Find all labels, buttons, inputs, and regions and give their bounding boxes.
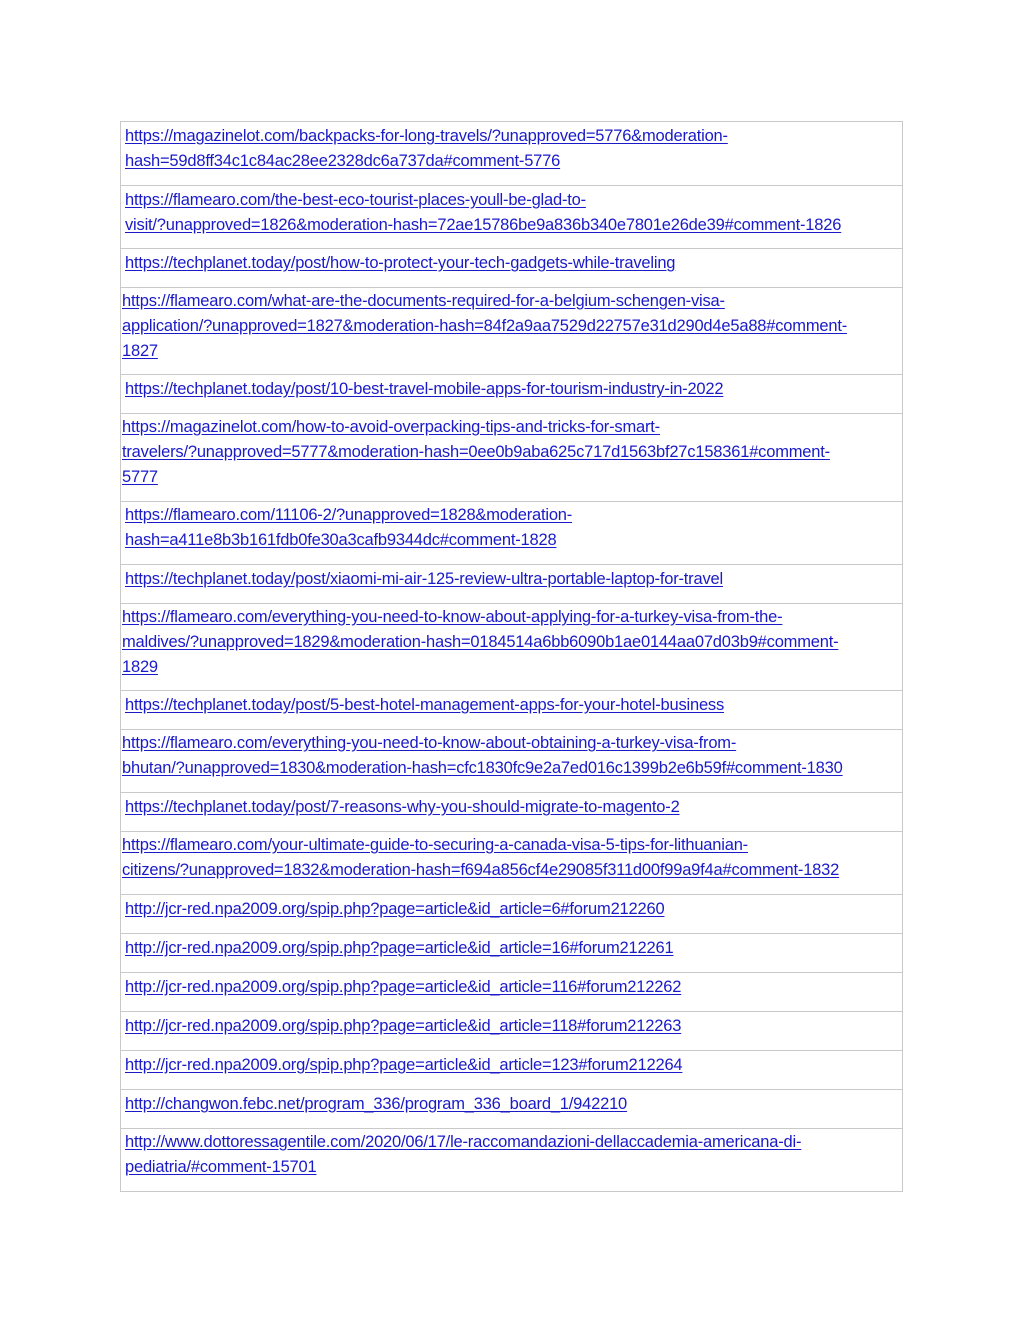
table-cell	[121, 375, 902, 402]
link[interactable]: http://jcr-red.npa2009.org/spip.php?page=article&id_article=118#forum212263	[125, 1017, 682, 1035]
table-cell	[121, 730, 902, 781]
table-cell	[121, 934, 902, 961]
table-cell	[121, 186, 902, 238]
link[interactable]: https://techplanet.today/post/7-reasons-why-you-should-migrate-to-magento-2	[125, 798, 680, 816]
table-row	[121, 933, 902, 972]
table-cell	[121, 1012, 902, 1039]
link[interactable]: https://flamearo.com/what-are-the-documents-required-for-a-belgium-schengen-visa- application/?unapproved=1827&moderation-hash=84f2a9aa7529d22757e31d290d4e5a88#comment- 1827	[122, 292, 847, 360]
table-cell	[121, 1129, 902, 1180]
table-row	[121, 122, 902, 185]
table-cell	[121, 973, 902, 1000]
table-row	[121, 413, 902, 501]
link[interactable]: https://flamearo.com/everything-you-need-to-know-about-obtaining-a-turkey-visa-from- bhutan/?unapproved=1830&moderation-hash=cfc1830fc9e2a7ed016c1399b2e6b59f#comment-1830	[122, 734, 843, 777]
table-row	[121, 501, 902, 564]
table-row	[121, 894, 902, 933]
link[interactable]: http://changwon.febc.net/program_336/program_336_board_1/942210	[125, 1095, 628, 1113]
link[interactable]: https://techplanet.today/post/5-best-hotel-management-apps-for-your-hotel-business	[125, 696, 725, 714]
table-row	[121, 792, 902, 831]
table-row	[121, 185, 902, 248]
link[interactable]: https://flamearo.com/your-ultimate-guide-to-securing-a-canada-visa-5-tips-for-lithuanian- citizens/?unapproved=1832&moderation-hash=f694a856cf4e29085f311d00f99a9f4a#comment-1832	[122, 836, 840, 879]
table-row	[121, 729, 902, 792]
table-row	[121, 287, 902, 374]
table-row	[121, 374, 902, 413]
table-cell	[121, 691, 902, 718]
link[interactable]: http://jcr-red.npa2009.org/spip.php?page=article&id_article=123#forum212264	[125, 1056, 683, 1074]
table-cell	[121, 122, 902, 174]
link[interactable]: https://flamearo.com/everything-you-need-to-know-about-applying-for-a-turkey-visa-from-the- maldives/?unapproved=1829&moderation-hash=0184514a6bb6090b1ae0144aa07d03b9#comment- 1829	[122, 608, 839, 676]
link[interactable]: https://flamearo.com/the-best-eco-tourist-places-youll-be-glad-to- visit/?unapproved=1826&moderation-hash=72ae15786be9a836b340e7801e26de39#comment-1826	[125, 191, 842, 234]
table-cell	[121, 502, 902, 553]
table-row	[121, 1050, 902, 1089]
table-row	[121, 248, 902, 287]
link[interactable]: https://techplanet.today/post/10-best-travel-mobile-apps-for-tourism-industry-in-2022	[125, 380, 724, 398]
table-cell	[121, 1051, 902, 1078]
link[interactable]: https://magazinelot.com/how-to-avoid-overpacking-tips-and-tricks-for-smart- travelers/?unapproved=5777&moderation-hash=0ee0b9aba625c717d1563bf27c158361#comment- 5777	[122, 418, 830, 486]
table-row	[121, 603, 902, 690]
table-cell	[121, 604, 902, 680]
link[interactable]: https://techplanet.today/post/xiaomi-mi-air-125-review-ultra-portable-laptop-for-travel	[125, 570, 723, 588]
table-cell	[121, 895, 902, 922]
link[interactable]: http://jcr-red.npa2009.org/spip.php?page=article&id_article=6#forum212260	[125, 900, 665, 918]
link[interactable]: http://jcr-red.npa2009.org/spip.php?page=article&id_article=116#forum212262	[125, 978, 682, 996]
link[interactable]: https://magazinelot.com/backpacks-for-long-travels/?unapproved=5776&moderation- hash=59d8ff34c1c84ac28ee2328dc6a737da#comment-5776	[125, 127, 728, 170]
table-cell	[121, 793, 902, 820]
table-row	[121, 1011, 902, 1050]
table-cell	[121, 414, 902, 490]
table-row	[121, 564, 902, 603]
table-row	[121, 1089, 902, 1128]
table-row	[121, 831, 902, 894]
link-table	[120, 121, 903, 1192]
link[interactable]: https://flamearo.com/11106-2/?unapproved=1828&moderation- hash=a411e8b3b161fdb0fe30a3cafb9344dc#comment-1828	[125, 506, 573, 549]
table-cell	[121, 832, 902, 883]
table-cell	[121, 565, 902, 592]
table-cell	[121, 288, 902, 364]
link[interactable]: http://www.dottoressagentile.com/2020/06/17/le-raccomandazioni-dellaccademia-americana-di- pediatria/#comment-15701	[125, 1133, 802, 1176]
table-row	[121, 972, 902, 1011]
table-cell	[121, 1090, 902, 1117]
table-cell	[121, 249, 902, 276]
link[interactable]: https://techplanet.today/post/how-to-protect-your-tech-gadgets-while-traveling	[125, 254, 676, 272]
table-row	[121, 1128, 902, 1191]
link[interactable]: http://jcr-red.npa2009.org/spip.php?page=article&id_article=16#forum212261	[125, 939, 674, 957]
table-row	[121, 690, 902, 729]
